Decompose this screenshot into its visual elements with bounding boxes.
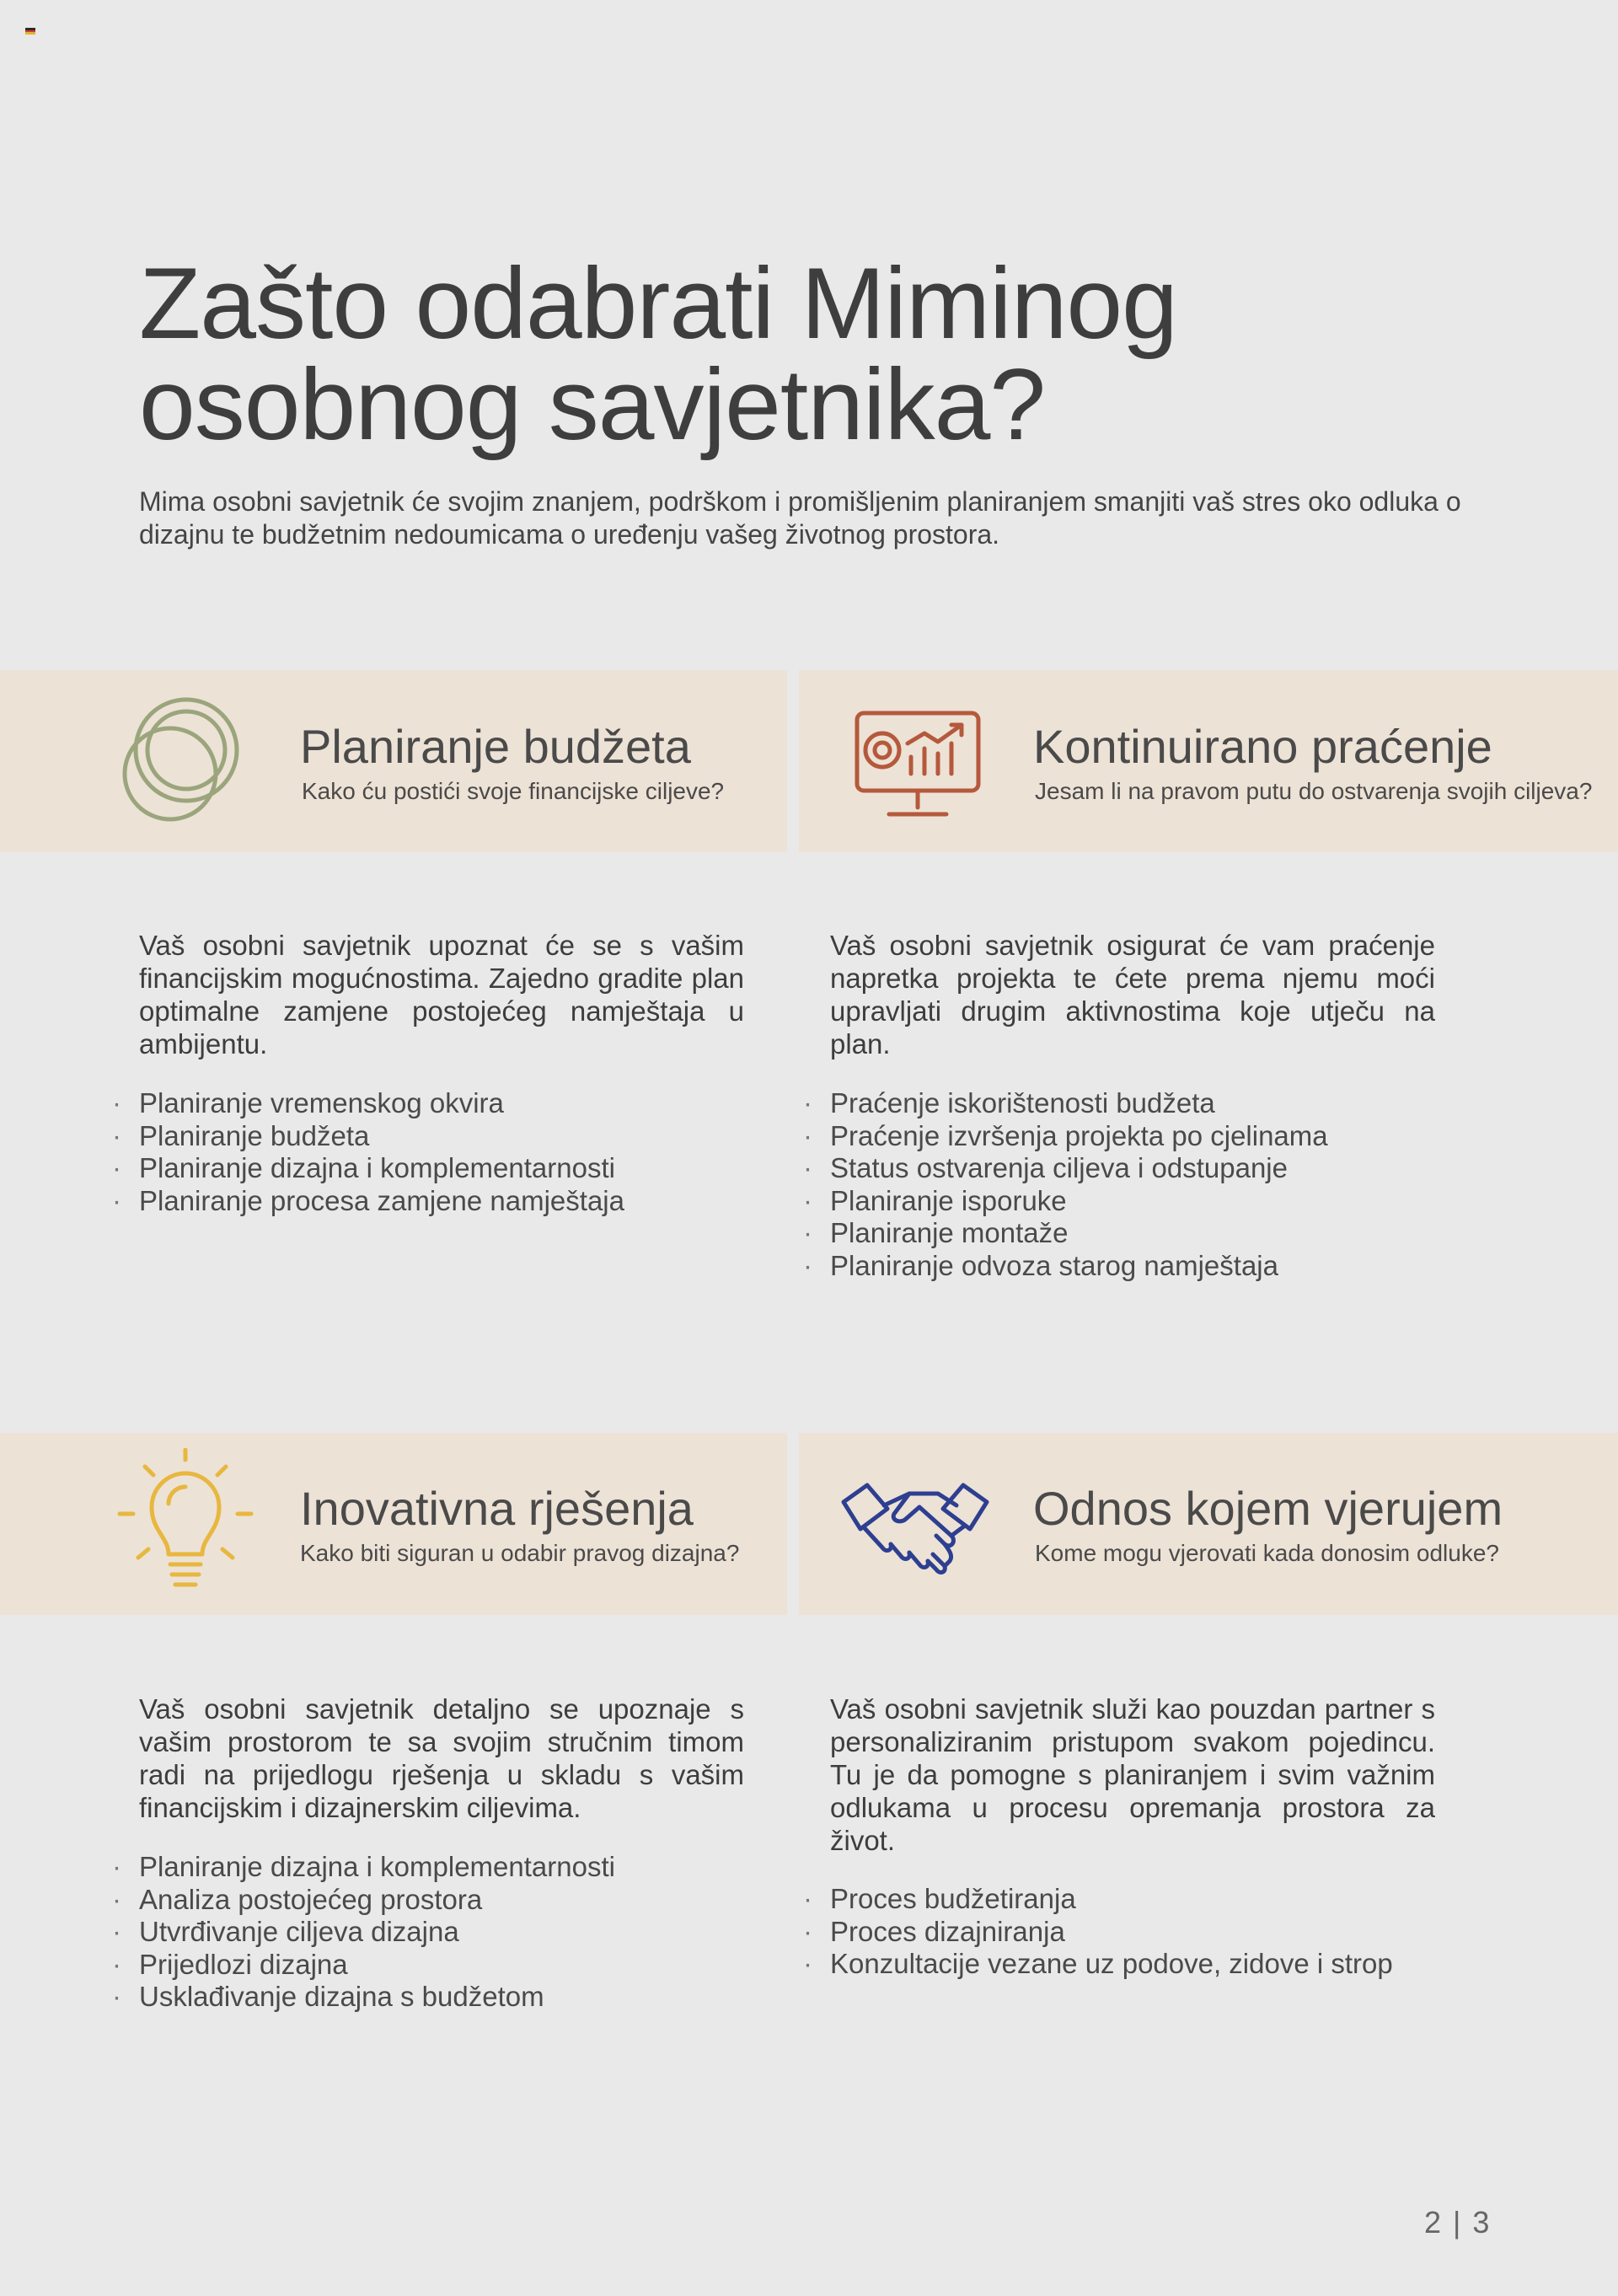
- list-item: · Planiranje isporuke: [830, 1185, 1328, 1218]
- list-item: · Utvrđivanje ciljeva dizajna: [139, 1916, 615, 1949]
- section-title-innovation: Inovativna rješenja: [300, 1482, 694, 1535]
- section-title-tracking: Kontinuirano praćenje: [1033, 720, 1492, 773]
- list-item: · Praćenje izvršenja projekta po cjelinama: [830, 1120, 1328, 1153]
- section-subtitle-budget: Kako ću postići svoje financijske ciljeve?: [302, 778, 725, 804]
- list-item: · Planiranje montaže: [830, 1217, 1328, 1250]
- list-item: · Status ostvarenja ciljeva i odstupanje: [830, 1152, 1328, 1185]
- lightbulb-icon: [116, 1448, 254, 1596]
- page-title-line-1: Zašto odabrati Miminog: [139, 247, 1177, 360]
- handshake-icon: [838, 1477, 992, 1585]
- section-description-trust: Vaš osobni savjetnik služi kao pouzdan partner s personaliziranim pristupom svakom pojedincu. Tu je da pomogne s planiranjem i svim važnim odlukama u procesu opremanja prostora za život.: [830, 1693, 1435, 1856]
- section-bullets-tracking: [830, 1087, 1328, 1282]
- list-item: · Planiranje odvoza starog namještaja: [830, 1250, 1328, 1283]
- page-number: 2 | 3: [1424, 2205, 1492, 2240]
- page-title: [139, 247, 1403, 461]
- section-description-innovation: Vaš osobni savjetnik detaljno se upoznaje s vašim prostorom te sa svojim stručnim timom radi na prijedlogu rješenja u skladu s vašim financijskim i dizajnerskim ciljevima.: [139, 1693, 744, 1823]
- language-flag-icon: [25, 28, 35, 35]
- section-title-trust: Odnos kojem vjerujem: [1033, 1482, 1503, 1535]
- section-title-budget: Planiranje budžeta: [300, 720, 691, 773]
- section-bullets-trust: [830, 1883, 1393, 1981]
- list-item: · Proces budžetiranja: [830, 1883, 1393, 1916]
- monitor-chart-icon: [854, 710, 982, 819]
- intro-paragraph: Mima osobni savjetnik će svojim znanjem, podrškom i promišljenim planiranjem smanjiti vaš stres oko odluka o dizajnu te budžetnim nedoumicama o uređenju vašeg životnog prostora.: [139, 486, 1461, 550]
- coins-icon: [122, 689, 249, 833]
- list-item: · Planiranje dizajna i komplementarnosti: [139, 1851, 615, 1884]
- list-item: · Praćenje iskorištenosti budžeta: [830, 1087, 1328, 1120]
- list-item: · Usklađivanje dizajna s budžetom: [139, 1981, 615, 2014]
- section-subtitle-trust: Kome mogu vjerovati kada donosim odluke?: [1035, 1540, 1499, 1566]
- list-item: · Prijedlozi dizajna: [139, 1949, 615, 1982]
- section-bullets-innovation: [139, 1851, 615, 2014]
- list-item: · Planiranje procesa zamjene namještaja: [139, 1185, 624, 1218]
- section-subtitle-innovation: Kako biti siguran u odabir pravog dizajna?: [300, 1540, 740, 1566]
- section-bullets-budget: [139, 1087, 624, 1217]
- list-item: · Proces dizajniranja: [830, 1916, 1393, 1949]
- list-item: · Konzultacije vezane uz podove, zidove i strop: [830, 1948, 1393, 1981]
- list-item: · Planiranje vremenskog okvira: [139, 1087, 624, 1120]
- section-subtitle-tracking: Jesam li na pravom putu do ostvarenja svojih ciljeva?: [1035, 778, 1593, 804]
- section-description-tracking: Vaš osobni savjetnik osigurat će vam praćenje napretka projekta te ćete prema njemu moći upravljati drugim aktivnostima koje utječu na plan.: [830, 930, 1435, 1059]
- list-item: · Analiza postojećeg prostora: [139, 1884, 615, 1917]
- list-item: · Planiranje budžeta: [139, 1120, 624, 1153]
- page-title-line-2: osobnog savjetnika?: [139, 348, 1046, 461]
- list-item: · Planiranje dizajna i komplementarnosti: [139, 1152, 624, 1185]
- section-description-budget: Vaš osobni savjetnik upoznat će se s vašim financijskim mogućnostima. Zajedno gradite plan optimalne zamjene postojećeg namještaja u ambijentu.: [139, 930, 744, 1059]
